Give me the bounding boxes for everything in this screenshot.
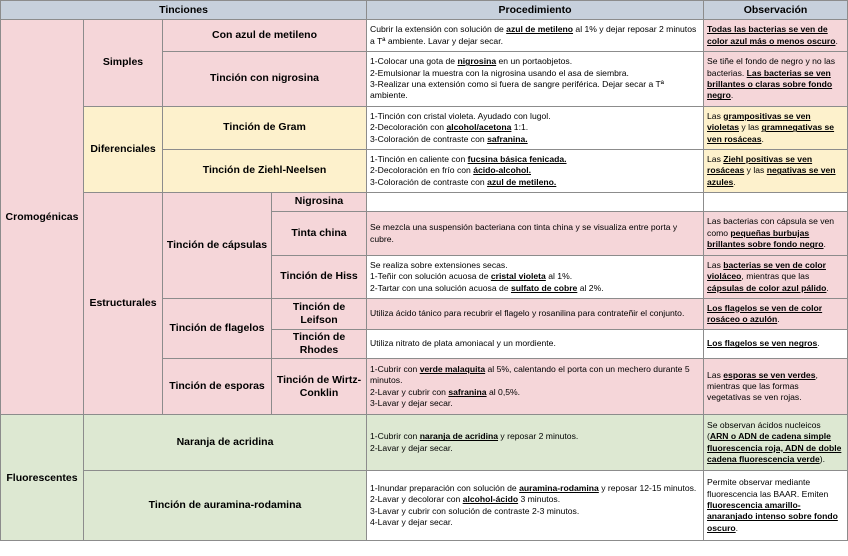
stain-hiss-name: Tinción de Hiss [272, 256, 367, 299]
highlight: naranja de acridina [419, 431, 499, 442]
text: al 0,5%. [486, 386, 521, 397]
highlight: azul de metileno. [487, 176, 557, 187]
text: en un portaobjetos. [496, 56, 573, 67]
highlight: azul de metileno [506, 24, 574, 35]
text: al 2%. [577, 282, 604, 293]
text: 2-Tartar con una solución acuosa de [370, 282, 511, 293]
line [370, 177, 700, 188]
line: 1-Tinción con cristal violeta. Ayudado con lugol. [370, 110, 551, 121]
line [370, 134, 700, 145]
text: y las [739, 122, 762, 133]
text: 1:1. [511, 122, 529, 133]
text: ). [819, 454, 825, 465]
text: 1-Teñir con solución acuosa de [370, 271, 491, 282]
highlight: fucsina básica fenicada. [467, 153, 567, 164]
text: 1-Inundar preparación con solución de [370, 482, 520, 493]
row-capsulas-nigrosina [1, 193, 848, 212]
line [370, 364, 700, 387]
highlight: fluorescencia amarillo-anaranjado intenso sobre fondo oscuro [707, 500, 838, 533]
highlight: sulfato de cobre [510, 282, 578, 293]
stain-hiss-observation [704, 256, 848, 299]
line: 3-Lavar y cubrir con solución de contraste 2-3 minutos. [370, 505, 580, 516]
stain-leifson-observation [704, 299, 848, 330]
stain-auramina-observation [704, 471, 848, 541]
stain-gram-observation [704, 107, 848, 150]
text: Las [707, 110, 724, 121]
text: 3-Coloración de contraste con [370, 133, 488, 144]
highlight: verde malaquita [419, 363, 486, 374]
line [370, 431, 700, 442]
text: 1-Colocar una gota de [370, 56, 458, 67]
group-estructurales: Estructurales [84, 193, 163, 415]
text: 1-Cubrir con [370, 431, 420, 442]
text: 1-Tinción en caliente con [370, 153, 468, 164]
stain-nigrosina-name: Tinción con nigrosina [163, 52, 367, 107]
line: 3-Realizar una extensión como si fuera de sangre periférica. Dejar secar a Tª ambiente. [370, 79, 664, 101]
header-row [1, 1, 848, 20]
text: al 1% y dejar reposar 2 minutos a Tª ambiente. Lavar y dejar secar. [370, 24, 697, 46]
highlight: bacterias se ven de color violáceo [707, 259, 826, 282]
line [370, 154, 700, 165]
text: ( [707, 431, 710, 442]
text: Las [707, 259, 724, 270]
group-simples: Simples [84, 20, 163, 107]
text: . [817, 338, 820, 349]
stain-auramina-name: Tinción de auramina-rodamina [84, 471, 367, 541]
stain-nigrosina-procedure [367, 52, 704, 107]
text: 2-Lavar y cubrir con [370, 386, 449, 397]
text: 2-Decoloración en frío con [370, 165, 474, 176]
text: . [730, 90, 734, 101]
highlight: Las bacterias se ven brillantes o claras sobre fondo negro [707, 67, 833, 101]
text: Cubrir la extensión con solución de [370, 24, 507, 35]
category-fluorescentes: Fluorescentes [1, 415, 84, 541]
row-azul-metileno [1, 20, 848, 52]
row-auramina [1, 471, 848, 541]
highlight: safranina. [487, 133, 528, 144]
text: . [735, 522, 739, 533]
text: . [826, 282, 829, 293]
stain-ziehl-observation [704, 150, 848, 193]
stain-cap-nigrosina-observation [704, 193, 848, 212]
stain-wirtz-procedure [367, 359, 704, 415]
header-tinciones: Tinciones [1, 1, 367, 20]
highlight: safranina [448, 386, 487, 397]
line: Se realiza sobre extensiones secas. [370, 259, 508, 270]
subgroup-esporas: Tinción de esporas [163, 359, 272, 415]
highlight: cristal violeta [490, 271, 546, 282]
text: . [761, 133, 764, 144]
stain-rhodes-procedure: Utiliza nitrato de plata amoniacal y un mordiente. [367, 330, 704, 359]
line [370, 56, 700, 67]
highlight: pequeñas burbujas brillantes sobre fondo negro [707, 227, 824, 250]
line: Se tiñe el fondo de negro y no las bacterias. [707, 56, 836, 78]
line: 2-Lavar y dejar secar. [370, 442, 453, 453]
line [370, 387, 700, 398]
text: . [823, 239, 826, 250]
group-diferenciales: Diferenciales [84, 107, 163, 193]
text: y reposar 12-15 minutos. [598, 482, 697, 493]
text: 2-Lavar y decolorar con [370, 494, 463, 505]
text: Las [707, 153, 724, 164]
stain-ziehl-name: Tinción de Ziehl-Neelsen [163, 150, 367, 193]
highlight: alcohol/acetona [446, 122, 512, 133]
stain-rhodes-name: Tinción de Rhodes [272, 330, 367, 359]
line: 3-Lavar y dejar secar. [370, 398, 453, 409]
highlight: Los flagelos se ven de color rosáceo o azulón [707, 302, 823, 324]
category-cromogenicas: Cromogénicas [1, 20, 84, 415]
highlight: Todas las bacterias se ven de color azul más o menos oscuro [707, 24, 836, 46]
text: Las [707, 369, 724, 380]
stain-wirtz-name: Tinción de Wirtz-Conklin [272, 359, 367, 415]
stain-acridina-name: Naranja de acridina [84, 415, 367, 471]
highlight: alcohol-ácido [462, 494, 519, 505]
line [370, 122, 700, 133]
text: . [733, 176, 736, 187]
stain-tinta-name: Tinta china [272, 212, 367, 256]
highlight: gramnegativas se ven rosáceas [707, 122, 835, 144]
text: 1-Cubrir con [370, 363, 420, 374]
text: y reposar 2 minutos. [498, 431, 579, 442]
stain-tinta-procedure: Se mezcla una suspensión bacteriana con tinta china y se visualiza entre porta y cubre. [367, 212, 704, 256]
line: 4-Lavar y dejar secar. [370, 517, 453, 528]
text: . [777, 314, 780, 324]
highlight: ácido-alcohol. [473, 165, 531, 176]
stain-cap-nigrosina-procedure [367, 193, 704, 212]
stain-gram-procedure [367, 107, 704, 150]
stain-rhodes-observation [704, 330, 848, 359]
subgroup-capsulas: Tinción de cápsulas [163, 193, 272, 299]
stain-auramina-procedure [367, 471, 704, 541]
stain-leifson-name: Tinción de Leifson [272, 299, 367, 330]
stain-azul-observation [704, 20, 848, 52]
stain-acridina-procedure [367, 415, 704, 471]
stain-gram-name: Tinción de Gram [163, 107, 367, 150]
subgroup-flagelos: Tinción de flagelos [163, 299, 272, 359]
line [370, 271, 700, 282]
line [707, 431, 841, 464]
stain-nigrosina-observation [704, 52, 848, 107]
highlight: ARN o ADN de cadena simple fluorescencia roja, ADN de doble cadena fluorescencia verde [707, 431, 842, 465]
stain-ziehl-procedure [367, 150, 704, 193]
highlight: grampositivas se ven violetas [707, 110, 811, 133]
highlight: cápsulas de color azul pálido [707, 282, 827, 293]
line [370, 165, 700, 176]
text: Emiten [801, 488, 829, 499]
text: al 5%, calentando el porta con un mechero durante 5 minutos. [370, 363, 690, 386]
row-acridina [1, 415, 848, 471]
header-procedimiento: Procedimiento [367, 1, 704, 20]
stain-acridina-observation [704, 415, 848, 471]
row-gram [1, 107, 848, 150]
text: , mientras que las formas vegetativas se ven rojas. [707, 369, 818, 403]
line: Permite observar mediante fluorescencia las BAAR. [707, 477, 811, 499]
stain-hiss-procedure [367, 256, 704, 299]
highlight: negativas se ven azules [707, 165, 836, 187]
line: 2-Emulsionar la muestra con la nigrosina usando el asa de siembra. [370, 67, 629, 78]
line [370, 483, 700, 494]
stain-azul-procedure [367, 20, 704, 52]
text: 2-Decoloración con [370, 122, 447, 133]
line [370, 283, 700, 294]
text: 3-Coloración de contraste con [370, 176, 488, 187]
highlight: esporas se ven verdes [723, 369, 816, 380]
text: , mientras que las [741, 271, 810, 282]
stain-tinta-observation [704, 212, 848, 256]
header-observacion: Observación [704, 1, 848, 20]
line [370, 494, 700, 505]
stain-wirtz-observation [704, 359, 848, 415]
highlight: auramina-rodamina [519, 482, 599, 493]
highlight: Ziehl positivas se ven rosáceas [707, 153, 813, 176]
stain-cap-nigrosina-name: Nigrosina [272, 193, 367, 212]
stain-leifson-procedure: Utiliza ácido tánico para recubrir el flagelo y rosanilina para contrateñir el conjunto. [367, 299, 704, 330]
text: Las bacterias con cápsula se ven como [707, 216, 835, 238]
text: y las [744, 165, 767, 176]
line: Se observan ácidos nucleicos [707, 419, 821, 430]
text: 3 minutos. [518, 494, 561, 505]
highlight: nigrosina [457, 56, 497, 67]
text: . [835, 35, 838, 46]
stain-azul-name: Con azul de metileno [163, 20, 367, 52]
text: al 1%. [545, 271, 573, 282]
highlight: Los flagelos se ven negros [707, 338, 818, 349]
